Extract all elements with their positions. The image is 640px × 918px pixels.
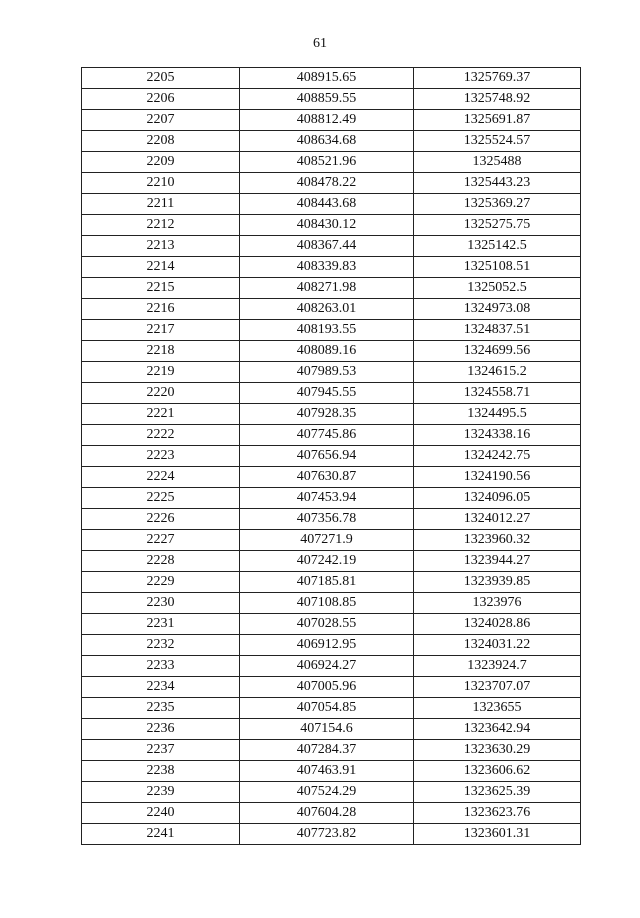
table-row (82, 803, 581, 824)
table-row (82, 593, 581, 614)
y-coordinate-cell: 1325524.57 (414, 131, 581, 152)
point-number-cell: 2234 (82, 677, 240, 698)
x-coordinate-cell: 408089.16 (240, 341, 414, 362)
point-number-cell: 2215 (82, 278, 240, 299)
x-coordinate-cell: 407945.55 (240, 383, 414, 404)
x-coordinate-cell: 408367.44 (240, 236, 414, 257)
table-row (82, 530, 581, 551)
point-number-cell: 2236 (82, 719, 240, 740)
y-coordinate-cell: 1323630.29 (414, 740, 581, 761)
x-coordinate-cell: 406912.95 (240, 635, 414, 656)
point-number-cell: 2210 (82, 173, 240, 194)
x-coordinate-cell: 407656.94 (240, 446, 414, 467)
x-coordinate-cell: 407242.19 (240, 551, 414, 572)
coordinates-table-body (82, 68, 581, 845)
table-row (82, 719, 581, 740)
x-coordinate-cell: 406924.27 (240, 656, 414, 677)
table-row (82, 320, 581, 341)
table-row (82, 152, 581, 173)
point-number-cell: 2207 (82, 110, 240, 131)
x-coordinate-cell: 407989.53 (240, 362, 414, 383)
point-number-cell: 2235 (82, 698, 240, 719)
table-row (82, 761, 581, 782)
point-number-cell: 2225 (82, 488, 240, 509)
point-number-cell: 2218 (82, 341, 240, 362)
y-coordinate-cell: 1325488 (414, 152, 581, 173)
x-coordinate-cell: 407453.94 (240, 488, 414, 509)
x-coordinate-cell: 407185.81 (240, 572, 414, 593)
point-number-cell: 2233 (82, 656, 240, 677)
x-coordinate-cell: 407154.6 (240, 719, 414, 740)
table-row (82, 173, 581, 194)
table-row (82, 488, 581, 509)
x-coordinate-cell: 408859.55 (240, 89, 414, 110)
y-coordinate-cell: 1324190.56 (414, 467, 581, 488)
point-number-cell: 2219 (82, 362, 240, 383)
point-number-cell: 2238 (82, 761, 240, 782)
x-coordinate-cell: 407745.86 (240, 425, 414, 446)
x-coordinate-cell: 408339.83 (240, 257, 414, 278)
y-coordinate-cell: 1324242.75 (414, 446, 581, 467)
y-coordinate-cell: 1324558.71 (414, 383, 581, 404)
table-row (82, 656, 581, 677)
y-coordinate-cell: 1323623.76 (414, 803, 581, 824)
x-coordinate-cell: 408478.22 (240, 173, 414, 194)
table-row (82, 341, 581, 362)
y-coordinate-cell: 1324615.2 (414, 362, 581, 383)
table-row (82, 89, 581, 110)
x-coordinate-cell: 408812.49 (240, 110, 414, 131)
table-row (82, 383, 581, 404)
point-number-cell: 2232 (82, 635, 240, 656)
table-row (82, 68, 581, 89)
x-coordinate-cell: 408263.01 (240, 299, 414, 320)
table-row (82, 257, 581, 278)
y-coordinate-cell: 1325369.27 (414, 194, 581, 215)
y-coordinate-cell: 1324096.05 (414, 488, 581, 509)
y-coordinate-cell: 1324699.56 (414, 341, 581, 362)
x-coordinate-cell: 408521.96 (240, 152, 414, 173)
table-row (82, 131, 581, 152)
y-coordinate-cell: 1323944.27 (414, 551, 581, 572)
x-coordinate-cell: 407108.85 (240, 593, 414, 614)
y-coordinate-cell: 1325142.5 (414, 236, 581, 257)
y-coordinate-cell: 1325691.87 (414, 110, 581, 131)
y-coordinate-cell: 1325443.23 (414, 173, 581, 194)
y-coordinate-cell: 1323939.85 (414, 572, 581, 593)
y-coordinate-cell: 1324973.08 (414, 299, 581, 320)
table-row (82, 278, 581, 299)
table-row (82, 215, 581, 236)
point-number-cell: 2217 (82, 320, 240, 341)
point-number-cell: 2216 (82, 299, 240, 320)
x-coordinate-cell: 408193.55 (240, 320, 414, 341)
table-row (82, 110, 581, 131)
table-row (82, 509, 581, 530)
y-coordinate-cell: 1323960.32 (414, 530, 581, 551)
point-number-cell: 2229 (82, 572, 240, 593)
point-number-cell: 2223 (82, 446, 240, 467)
table-row (82, 194, 581, 215)
x-coordinate-cell: 407604.28 (240, 803, 414, 824)
point-number-cell: 2209 (82, 152, 240, 173)
point-number-cell: 2208 (82, 131, 240, 152)
y-coordinate-cell: 1325108.51 (414, 257, 581, 278)
table-row (82, 467, 581, 488)
table-row (82, 635, 581, 656)
table-row (82, 614, 581, 635)
x-coordinate-cell: 407928.35 (240, 404, 414, 425)
y-coordinate-cell: 1324012.27 (414, 509, 581, 530)
table-row (82, 236, 581, 257)
y-coordinate-cell: 1324338.16 (414, 425, 581, 446)
table-row (82, 362, 581, 383)
x-coordinate-cell: 407630.87 (240, 467, 414, 488)
point-number-cell: 2227 (82, 530, 240, 551)
x-coordinate-cell: 408430.12 (240, 215, 414, 236)
y-coordinate-cell: 1323924.7 (414, 656, 581, 677)
x-coordinate-cell: 408634.68 (240, 131, 414, 152)
table-row (82, 572, 581, 593)
y-coordinate-cell: 1324837.51 (414, 320, 581, 341)
y-coordinate-cell: 1325052.5 (414, 278, 581, 299)
y-coordinate-cell: 1323642.94 (414, 719, 581, 740)
x-coordinate-cell: 407271.9 (240, 530, 414, 551)
table-row (82, 698, 581, 719)
table-row (82, 782, 581, 803)
point-number-cell: 2220 (82, 383, 240, 404)
table-row (82, 404, 581, 425)
x-coordinate-cell: 407356.78 (240, 509, 414, 530)
x-coordinate-cell: 408271.98 (240, 278, 414, 299)
y-coordinate-cell: 1323606.62 (414, 761, 581, 782)
y-coordinate-cell: 1325275.75 (414, 215, 581, 236)
point-number-cell: 2212 (82, 215, 240, 236)
x-coordinate-cell: 407028.55 (240, 614, 414, 635)
point-number-cell: 2222 (82, 425, 240, 446)
point-number-cell: 2231 (82, 614, 240, 635)
table-row (82, 824, 581, 845)
table-row (82, 677, 581, 698)
y-coordinate-cell: 1324028.86 (414, 614, 581, 635)
y-coordinate-cell: 1323601.31 (414, 824, 581, 845)
point-number-cell: 2211 (82, 194, 240, 215)
point-number-cell: 2240 (82, 803, 240, 824)
table-row (82, 446, 581, 467)
page-number: 61 (313, 36, 327, 51)
point-number-cell: 2224 (82, 467, 240, 488)
point-number-cell: 2206 (82, 89, 240, 110)
point-number-cell: 2213 (82, 236, 240, 257)
y-coordinate-cell: 1323625.39 (414, 782, 581, 803)
x-coordinate-cell: 407524.29 (240, 782, 414, 803)
y-coordinate-cell: 1325769.37 (414, 68, 581, 89)
table-row (82, 740, 581, 761)
point-number-cell: 2205 (82, 68, 240, 89)
y-coordinate-cell: 1324495.5 (414, 404, 581, 425)
point-number-cell: 2214 (82, 257, 240, 278)
point-number-cell: 2221 (82, 404, 240, 425)
x-coordinate-cell: 407463.91 (240, 761, 414, 782)
x-coordinate-cell: 407723.82 (240, 824, 414, 845)
x-coordinate-cell: 408443.68 (240, 194, 414, 215)
point-number-cell: 2237 (82, 740, 240, 761)
point-number-cell: 2228 (82, 551, 240, 572)
y-coordinate-cell: 1323655 (414, 698, 581, 719)
point-number-cell: 2239 (82, 782, 240, 803)
y-coordinate-cell: 1325748.92 (414, 89, 581, 110)
x-coordinate-cell: 407284.37 (240, 740, 414, 761)
coordinates-table (81, 67, 581, 845)
y-coordinate-cell: 1323976 (414, 593, 581, 614)
point-number-cell: 2230 (82, 593, 240, 614)
x-coordinate-cell: 408915.65 (240, 68, 414, 89)
y-coordinate-cell: 1324031.22 (414, 635, 581, 656)
x-coordinate-cell: 407054.85 (240, 698, 414, 719)
table-row (82, 551, 581, 572)
table-row (82, 425, 581, 446)
table-row (82, 299, 581, 320)
y-coordinate-cell: 1323707.07 (414, 677, 581, 698)
x-coordinate-cell: 407005.96 (240, 677, 414, 698)
point-number-cell: 2241 (82, 824, 240, 845)
point-number-cell: 2226 (82, 509, 240, 530)
